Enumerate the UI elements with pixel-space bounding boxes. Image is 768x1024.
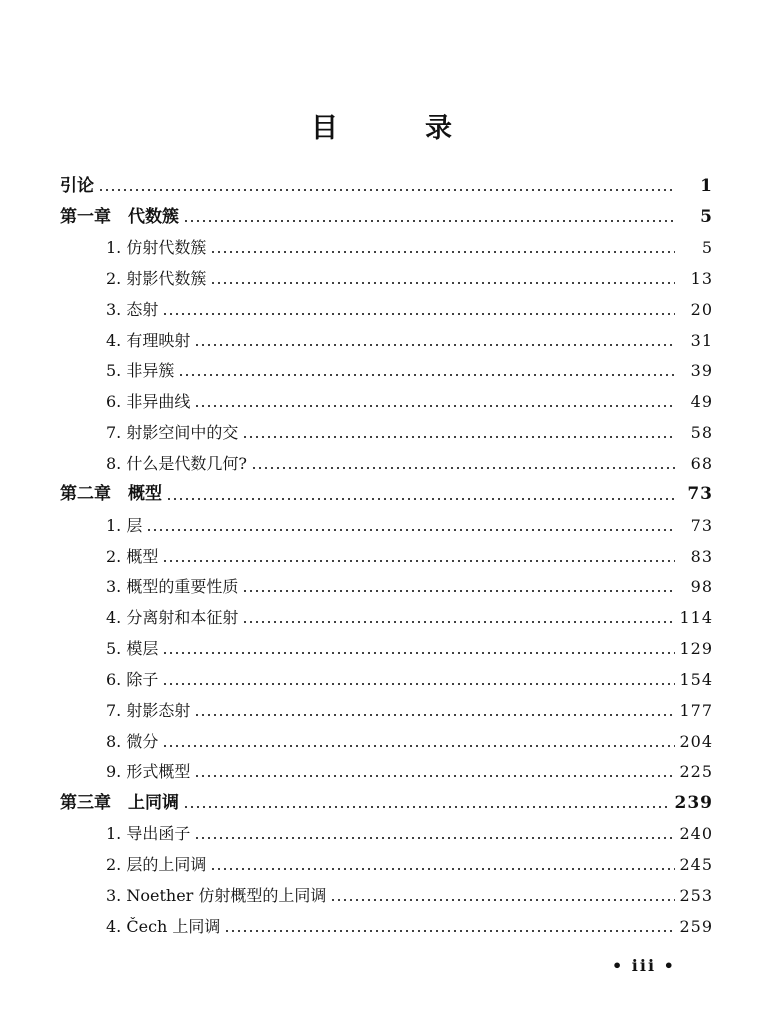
toc-entry-label: 8. 微分 — [106, 731, 159, 751]
dot-leader — [162, 652, 675, 654]
dot-leader — [194, 837, 675, 839]
toc-entry-label: 2. 层的上同调 — [106, 854, 207, 874]
title-char-left: 目 — [311, 113, 338, 144]
dot-leader — [242, 621, 675, 623]
toc-entry-page-number: 58 — [690, 423, 713, 443]
toc-entry-page-number: 204 — [679, 731, 713, 751]
table-of-contents — [60, 171, 713, 942]
dot-leader — [194, 405, 675, 407]
toc-entry-label: 3. 态射 — [106, 299, 159, 319]
toc-entry-page-number: 245 — [679, 854, 713, 874]
toc-section-row — [60, 449, 713, 480]
toc-section-row — [60, 757, 713, 788]
dot-leader — [251, 467, 675, 469]
toc-entry-label: 4. Čech 上同调 — [106, 916, 221, 936]
toc-chapter-row — [60, 479, 713, 510]
toc-section-row — [60, 387, 713, 418]
toc-entry-page-number: 49 — [690, 392, 713, 412]
toc-entry-page-number: 20 — [690, 299, 713, 319]
toc-entry-page-number: 98 — [690, 577, 713, 597]
toc-section-row — [60, 572, 713, 603]
toc-entry-label: 7. 射影态射 — [106, 700, 191, 720]
toc-entry-label: 5. 非异簇 — [106, 361, 175, 381]
toc-section-row — [60, 880, 713, 911]
dot-leader — [162, 745, 675, 747]
toc-section-row — [60, 356, 713, 387]
dot-leader — [162, 313, 675, 315]
toc-entry-label: 1. 仿射代数簇 — [106, 238, 207, 258]
toc-chapter-row — [60, 171, 713, 202]
toc-entry-label: 2. 射影代数簇 — [106, 268, 207, 288]
dot-leader — [242, 436, 675, 438]
toc-section-row — [60, 695, 713, 726]
dot-leader — [210, 251, 675, 253]
toc-entry-page-number: 177 — [679, 700, 713, 720]
toc-section-row — [60, 819, 713, 850]
toc-section-row — [60, 294, 713, 325]
toc-section-row — [60, 634, 713, 665]
toc-entry-label: 5. 模层 — [106, 639, 159, 659]
toc-entry-page-number: 225 — [679, 762, 713, 782]
toc-entry-label: 8. 什么是代数几何? — [106, 454, 247, 474]
toc-chapter-row — [60, 788, 713, 819]
title-char-right: 录 — [425, 113, 452, 144]
dot-leader — [210, 282, 675, 284]
toc-section-row — [60, 541, 713, 572]
toc-entry-label: 引论 — [60, 175, 94, 196]
toc-entry-page-number: 73 — [687, 484, 713, 505]
dot-leader — [194, 714, 675, 716]
toc-entry-label: 3. 概型的重要性质 — [106, 577, 239, 597]
toc-entry-label: 第二章 概型 — [60, 484, 162, 505]
toc-entry-label: 4. 分离射和本征射 — [106, 608, 239, 628]
dot-leader — [162, 683, 675, 685]
toc-entry-page-number: 154 — [679, 669, 713, 689]
toc-entry-page-number: 259 — [679, 916, 713, 936]
dot-leader — [183, 220, 675, 222]
toc-entry-page-number: 1 — [700, 175, 713, 196]
toc-entry-label: 3. Noether 仿射概型的上同调 — [106, 885, 327, 905]
toc-entry-label: 6. 非异曲线 — [106, 392, 191, 412]
toc-entry-label: 2. 概型 — [106, 546, 159, 566]
toc-section-row — [60, 264, 713, 295]
dot-leader — [330, 899, 675, 901]
toc-entry-label: 1. 导出函子 — [106, 824, 191, 844]
toc-section-row — [60, 911, 713, 942]
toc-entry-label: 第一章 代数簇 — [60, 206, 179, 227]
dot-leader — [178, 374, 675, 376]
toc-entry-label: 第三章 上同调 — [60, 792, 179, 813]
dot-leader — [166, 498, 675, 500]
toc-entry-page-number: 240 — [679, 824, 713, 844]
dot-leader — [98, 189, 675, 191]
toc-section-row — [60, 665, 713, 696]
toc-entry-page-number: 114 — [679, 608, 713, 628]
dot-leader — [146, 529, 675, 531]
toc-entry-page-number: 68 — [690, 454, 713, 474]
toc-section-row — [60, 603, 713, 634]
toc-entry-page-number: 5 — [701, 238, 713, 258]
toc-entry-page-number: 73 — [690, 515, 713, 535]
toc-entry-page-number: 31 — [690, 330, 713, 350]
toc-entry-label: 9. 形式概型 — [106, 762, 191, 782]
dot-leader — [162, 560, 675, 562]
dot-leader — [183, 806, 671, 808]
dot-leader — [194, 775, 675, 777]
toc-section-row — [60, 418, 713, 449]
toc-entry-page-number: 253 — [679, 885, 713, 905]
toc-section-row — [60, 510, 713, 541]
toc-entry-page-number: 239 — [674, 792, 713, 813]
toc-section-row — [60, 325, 713, 356]
dot-leader — [242, 590, 675, 592]
toc-entry-page-number: 83 — [690, 546, 713, 566]
dot-leader — [194, 344, 675, 346]
dot-leader — [210, 868, 675, 870]
toc-entry-label: 4. 有理映射 — [106, 330, 191, 350]
toc-entry-label: 1. 层 — [106, 515, 143, 535]
toc-section-row — [60, 850, 713, 881]
toc-section-row — [60, 233, 713, 264]
page-number-folio: • iii • — [612, 956, 676, 975]
toc-entry-page-number: 39 — [690, 361, 713, 381]
toc-entry-page-number: 129 — [679, 639, 713, 659]
toc-chapter-row — [60, 202, 713, 233]
dot-leader — [224, 930, 675, 932]
toc-entry-page-number: 5 — [700, 206, 713, 227]
toc-entry-label: 6. 除子 — [106, 669, 159, 689]
toc-entry-page-number: 13 — [690, 268, 713, 288]
toc-section-row — [60, 726, 713, 757]
toc-entry-label: 7. 射影空间中的交 — [106, 423, 239, 443]
